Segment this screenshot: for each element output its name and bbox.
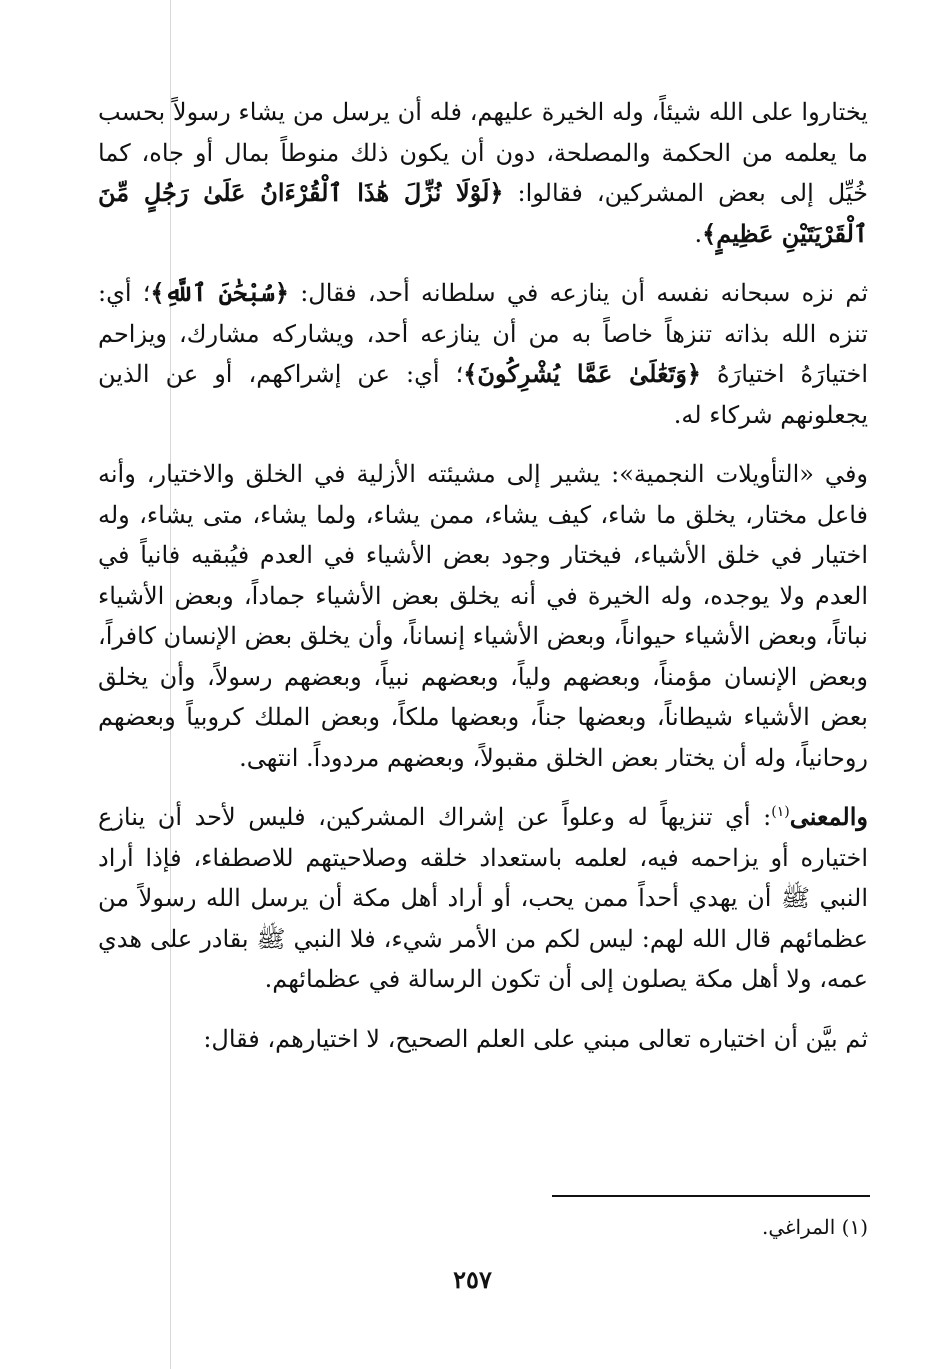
paragraph-1-text-b: . — [694, 219, 703, 248]
footnote — [762, 1212, 868, 1242]
paragraph-5-text: ثم بيَّن أن اختياره تعالى مبني على العلم الصحيح، لا اختيارهم، فقال: — [203, 1024, 868, 1053]
paragraph-2-text-a: ثم نزه سبحانه نفسه أن ينازعه في سلطانه أحد، فقال: — [288, 279, 869, 307]
paragraph-1 — [98, 92, 868, 254]
paragraph-1-text-a: يختاروا على الله شيئاً، وله الخيرة عليهم، فله أن يرسل من يشاء رسولاً بحسب ما يعلمه من الحكمة والمصلحة، دون أن يكون ذلك منوطاً بمال أو جاه، كما خُيِّل إلى بعض المشركين، فقالوا: — [98, 98, 869, 207]
quran-verse-2: ﴿سُبْحَٰنَ ٱللَّهِ﴾ — [150, 278, 289, 307]
quran-verse-3: ﴿وَتَعَٰلَىٰ عَمَّا يُشْرِكُونَ﴾ — [463, 359, 701, 388]
paragraph-3 — [98, 454, 868, 778]
paragraph-2 — [98, 273, 868, 435]
paragraph-2-text-c: ؛ أي: عن إشراكهم، أو عن الذين يجعلونهم شركاء له. — [98, 360, 868, 429]
footnote-text: (١) المراغي. — [761, 1215, 868, 1239]
paragraph-4-text: : أي تنزيهاً له وعلواً عن إشراك المشركين، فليس لأحد أن ينازع اختياره أو يزاحمه فيه، لعلمه باستعداد خلقه وصلاحيتهم للاصطفاء، فإذا أراد النبي ﷺ أن يهدي أحداً ممن يحب، أو أراد أهل مكة أن يرسل الله رسولاً من عظمائهم قال الله لهم: ليس لكم من الأمر شيء، فلا النبي ﷺ بقادر على هدي عمه، ولا أهل مكة يصلون إلى أن تكون الرسالة في عظمائهم. — [98, 803, 868, 993]
page-body — [98, 92, 868, 1059]
paragraph-3-text: وفي «التأويلات النجمية»: يشير إلى مشيئته الأزلية في الخلق والاختيار، وأنه فاعل مختار، يخلق ما شاء، كيف يشاء، ممن يشاء، ولما يشاء، متى يشاء، وله اختيار في خلق الأشياء، فيختار وجود بعض الأشياء في العدم فيُبقيه فانياً في العدم ولا يوجده، وله الخيرة في أنه يخلق بعض الأشياء جماداً، وبعض الأشياء نباتاً، وبعض الأشياء حيواناً، وبعض الأشياء إنساناً، وأن يخلق بعض الإنسان كافراً، وبعض الإنسان مؤمناً، وبعضهم ولياً، وبعضهم نبياً، وبعضهم رسولاً، وأن يخلق بعض الأشياء شيطاناً، وبعضها جناً، وبعضها ملكاً، وبعض الملك كروبياً وبعضهم روحانياً، وله أن يختار بعض الخلق مقبولاً، وبعضهم مردوداً. انتهى. — [98, 460, 868, 772]
paragraph-2-text-b: ؛ أي: تنزه الله بذاته تنزهاً خاصاً به من أن ينازعه أحد، ويشاركه مشارك، ويزاحم اختيارَهُ اختيارَهُ — [98, 279, 869, 388]
page-number: ٢٥٧ — [453, 1265, 492, 1294]
paragraph-4 — [98, 797, 868, 1000]
footnote-divider — [552, 1195, 870, 1197]
paragraph-5 — [98, 1019, 868, 1060]
footnote-reference-mark: (١) — [771, 804, 790, 820]
paragraph-4-lead: والمعنى — [789, 802, 869, 831]
quran-verse-1: ﴿لَوْلَا نُزِّلَ هَٰذَا ٱلْقُرْءَانُ عَلَىٰ رَجُلٍ مِّنَ ٱلْقَرْيَتَيْنِ عَظِيمٍ﴾ — [98, 178, 868, 248]
